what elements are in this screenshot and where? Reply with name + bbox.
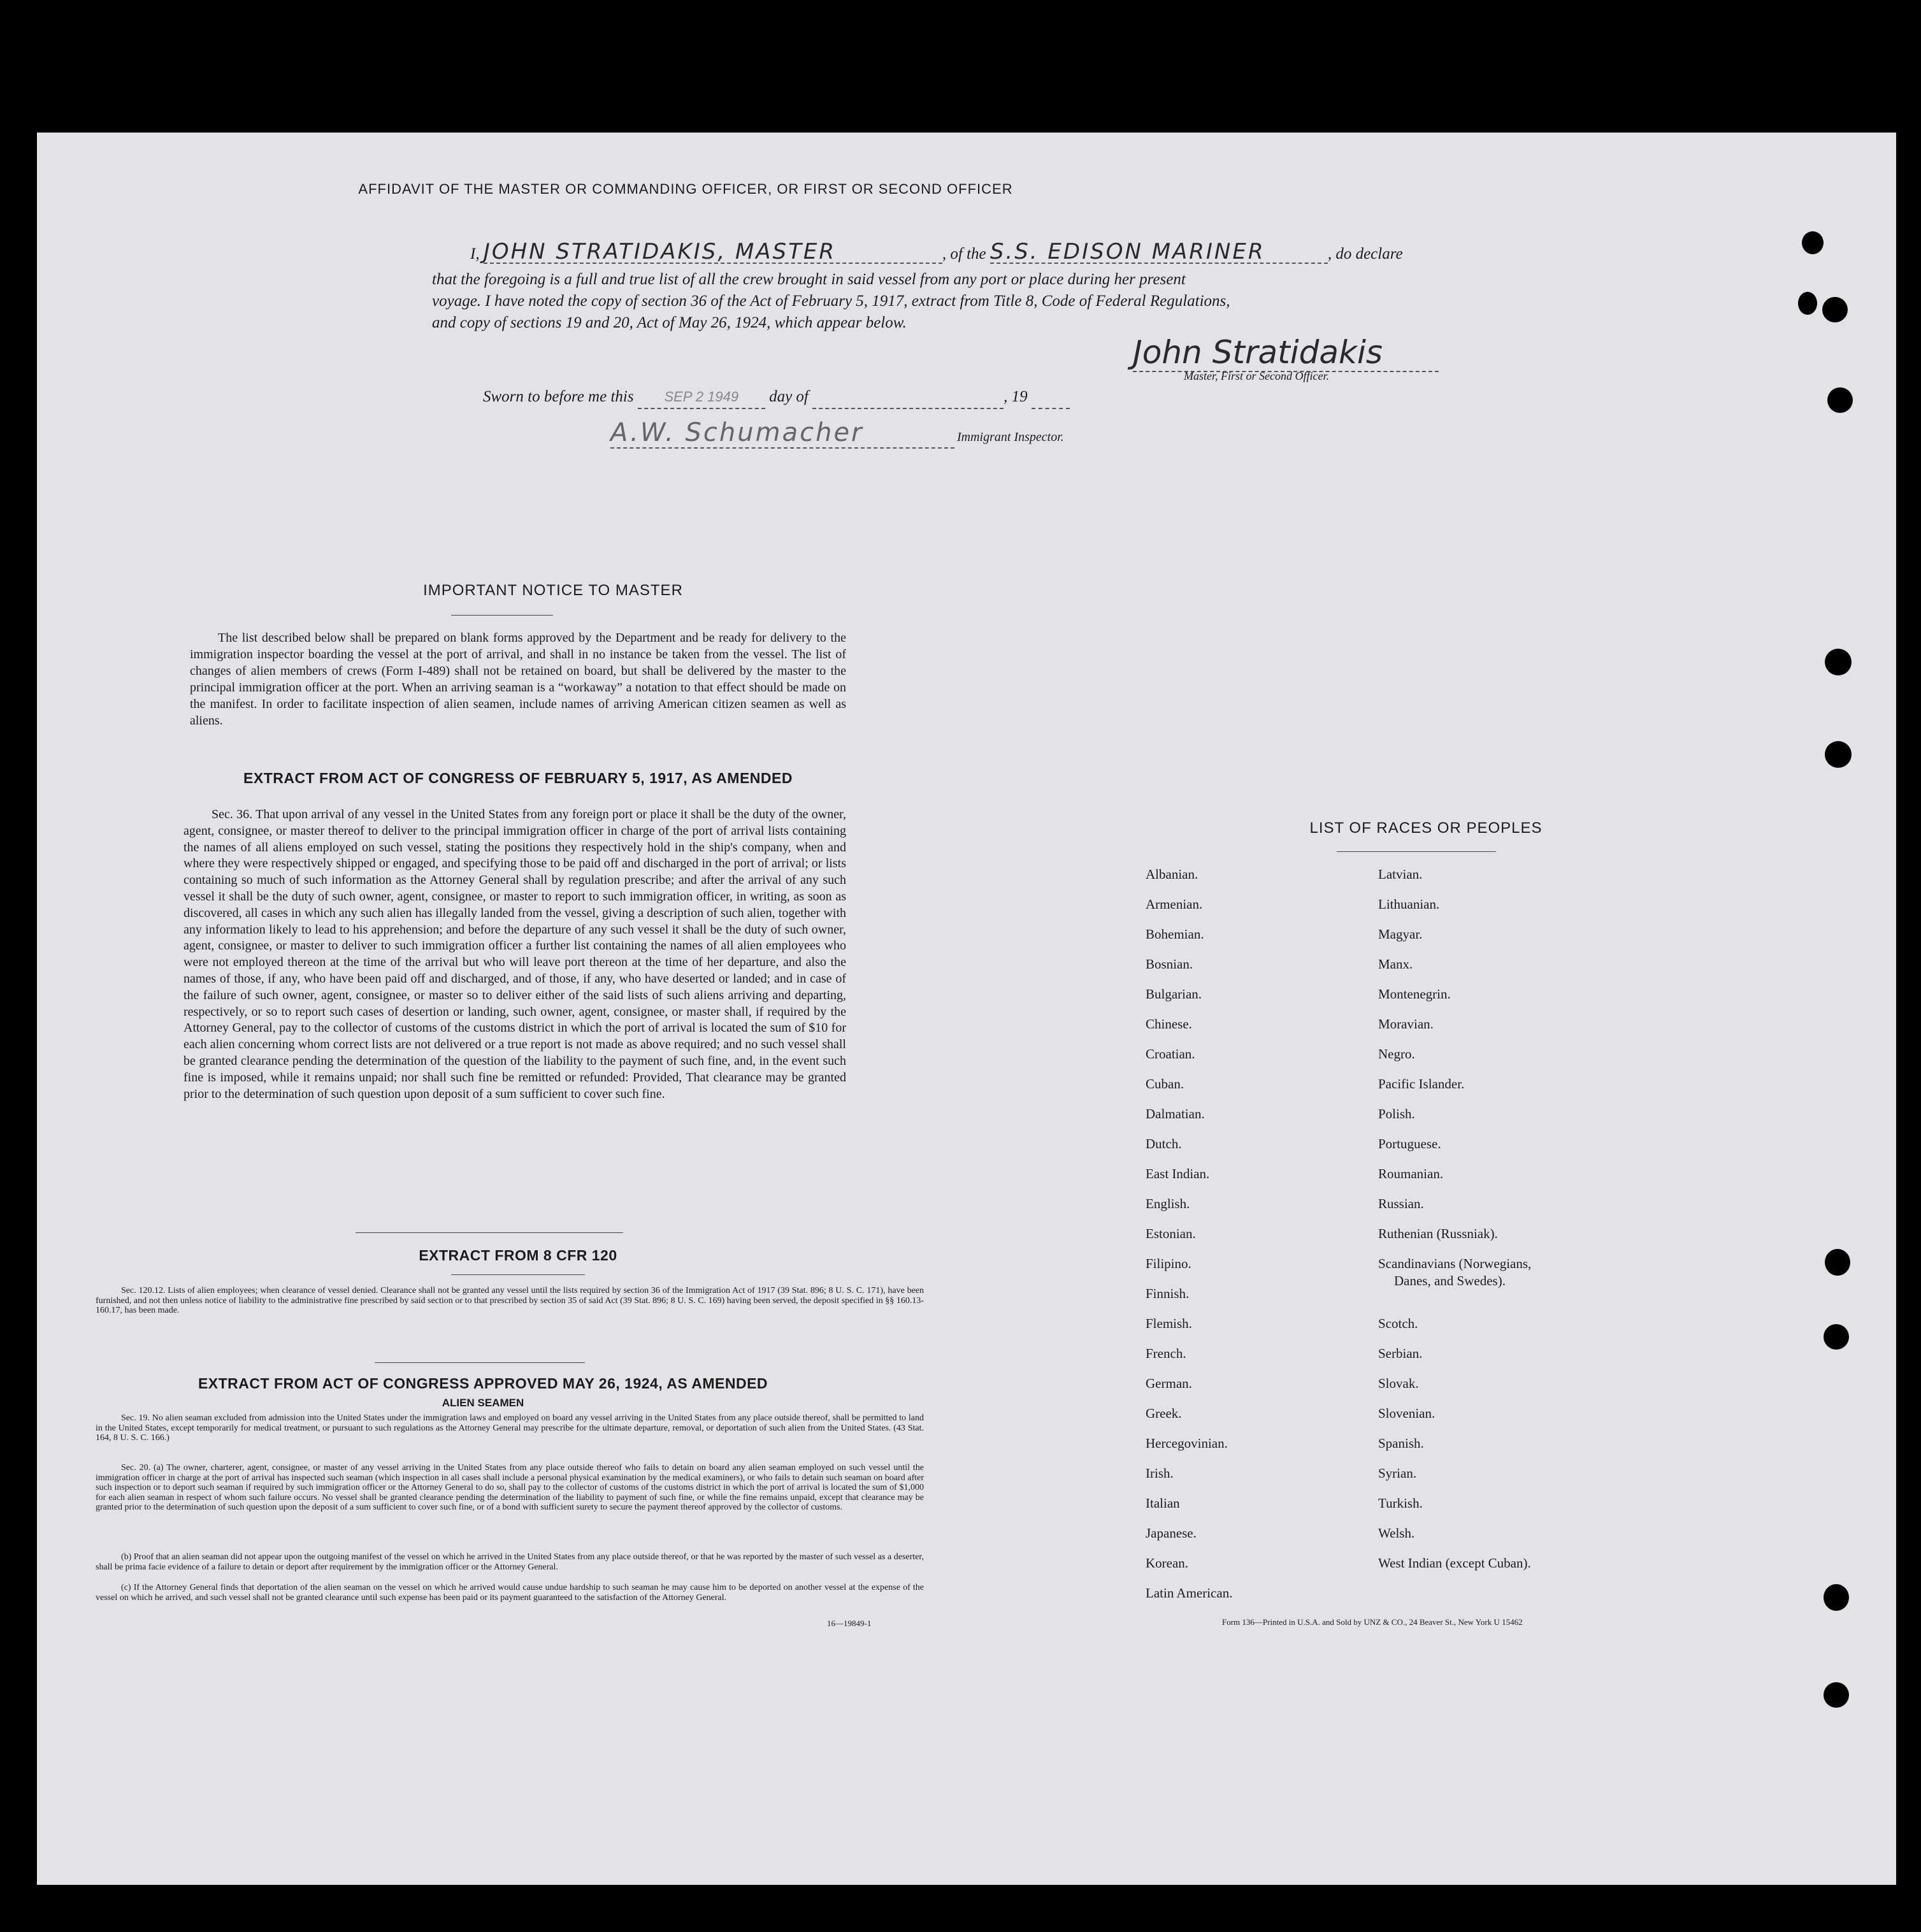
races-title: LIST OF RACES OR PEOPLES bbox=[1309, 819, 1543, 837]
race-left-item: Dalmatian. bbox=[1146, 1106, 1205, 1121]
race-right-item: West Indian (except Cuban). bbox=[1378, 1555, 1531, 1571]
race-left-item: Greek. bbox=[1146, 1406, 1182, 1421]
punch-hole bbox=[1825, 649, 1852, 675]
race-left-item: Chinese. bbox=[1146, 1016, 1192, 1032]
race-right-item: Slovenian. bbox=[1378, 1406, 1435, 1421]
race-right-item: Portuguese. bbox=[1378, 1136, 1441, 1151]
punch-hole bbox=[1825, 741, 1852, 768]
pronoun: I, bbox=[470, 245, 480, 263]
race-right-item: Syrian. bbox=[1378, 1466, 1417, 1481]
vessel-name: S.S. EDISON MARINER bbox=[990, 241, 1328, 264]
inspector-signature: A.W. Schumacher bbox=[610, 418, 954, 449]
race-left-item: East Indian. bbox=[1146, 1166, 1210, 1181]
year-blank bbox=[1032, 386, 1070, 409]
race-left-item: Flemish. bbox=[1146, 1316, 1192, 1331]
date-stamp: SEP 2 1949 bbox=[638, 386, 765, 409]
extract-1917-title: EXTRACT FROM ACT OF CONGRESS OF FEBRUARY 5, 1917, AS AMENDED bbox=[243, 770, 793, 786]
extract-cfr-bottom-rule bbox=[375, 1362, 585, 1363]
extract-cfr-rule bbox=[451, 1274, 585, 1275]
notice-title: IMPORTANT NOTICE TO MASTER bbox=[423, 582, 683, 599]
punch-hole bbox=[1824, 1682, 1849, 1708]
race-right-item: Negro. bbox=[1378, 1046, 1415, 1062]
race-left-item: Dutch. bbox=[1146, 1136, 1182, 1151]
sec-20b-text: (b) Proof that an alien seaman did not appear upon the outgoing manifest of the vessel on which he arrived in the United States from any place outside thereof, or that he was reported by the master of such vessel as a deserter, shall be prima facie evidence of a failure to detain or deport after requirement by the immigration officer or the Attorney General. bbox=[96, 1552, 924, 1572]
race-right-item: Montenegrin. bbox=[1378, 986, 1451, 1002]
race-left-item: Filipino. bbox=[1146, 1256, 1191, 1271]
race-right-item: Scandinavians (Norwegians, bbox=[1378, 1256, 1532, 1271]
punch-hole bbox=[1824, 1584, 1849, 1611]
extract-1924-subtitle: ALIEN SEAMEN bbox=[442, 1397, 524, 1409]
printer-note: Form 136—Printed in U.S.A. and Sold by UNZ & CO., 24 Beaver St., New York U 15462 bbox=[1222, 1617, 1523, 1627]
extract-1917-rule bbox=[356, 1232, 623, 1233]
extract-cfr-text: Sec. 120.12. Lists of alien employees; when clearance of vessel denied. Clearance shall not be granted any vessel until the lists required by section 36 of the Immigration Act of 1917 (39 Stat. 896; 8 U. S. C. 171), have been furnished, and not then unless notice of liability to the administrative fine prescribed by said section or to that prescribed by section 35 of said Act (39 Stat. 896; 8 U. S. C. 169) having been served, the deposit specified in §§ 160.13-160.17, has been made. bbox=[96, 1286, 924, 1316]
race-right-item: Moravian. bbox=[1378, 1016, 1434, 1032]
declaration-line-1 bbox=[470, 241, 1515, 265]
month-blank bbox=[812, 386, 1004, 409]
day-of-label: day of bbox=[769, 388, 809, 405]
extract-cfr-title: EXTRACT FROM 8 CFR 120 bbox=[419, 1247, 617, 1264]
sec-20a-text: Sec. 20. (a) The owner, charterer, agent, consignee, or master of any vessel arriving in the United States from any place outside thereof who fails to detain on board any alien seaman employed on such vessel until the immigration officer in charge at the port of arrival has inspected such seaman (which inspection in all cases shall include a personal physical examination by the medical examiners), or who fails to detain such seaman on board after such inspection or to deport such seaman if required by such immigration officer or the Attorney General to do so, shall pay to the collector of customs of the customs district in which the port of arrival is located the sum of $1,000 for each alien seaman in respect of whom such failure occurs. No vessel shall be granted clearance pending the determination of the liability to payment of such fine, or while the fine remains unpaid, except that clearance may be granted prior to the determination of such question upon the deposit of a sum sufficient to cover such fine, or of a bond with sufficient surety to secure the payment thereof approved by the collector of customs. bbox=[96, 1463, 924, 1513]
race-right-item: Latvian. bbox=[1378, 867, 1423, 882]
race-right-item: Spanish. bbox=[1378, 1436, 1424, 1451]
affidavit-title: AFFIDAVIT OF THE MASTER OR COMMANDING OFFICER, OR FIRST OR SECOND OFFICER bbox=[358, 181, 1013, 197]
punch-hole bbox=[1825, 1249, 1850, 1276]
race-left-item: Korean. bbox=[1146, 1555, 1189, 1571]
race-left-item: Japanese. bbox=[1146, 1525, 1197, 1541]
race-left-item: Irish. bbox=[1146, 1466, 1174, 1481]
race-left-item: Italian bbox=[1146, 1496, 1180, 1511]
do-declare-label: , do declare bbox=[1327, 245, 1403, 263]
notice-text: The list described below shall be prepared on blank forms approved by the Department and be ready for delivery to the immigration inspector boarding the vessel at the port of arrival, and shall in no instance be taken from the vessel. The list of changes of alien members of crews (Form I-489) shall not be retained on board, but shall be delivered by the master to the principal immigration officer at the port. When an arriving seaman is a “workaway” a notation to that effect should be made on the manifest. In order to facilitate inspection of alien seamen, include names of arriving American citizen seamen as well as aliens. bbox=[190, 631, 846, 728]
race-left-item: German. bbox=[1146, 1376, 1192, 1391]
inspector-caption: Immigrant Inspector. bbox=[957, 430, 1064, 444]
race-left-item: Estonian. bbox=[1146, 1226, 1196, 1241]
extract-1924-title: EXTRACT FROM ACT OF CONGRESS APPROVED MAY 26, 1924, AS AMENDED bbox=[198, 1375, 768, 1392]
race-right-item: Roumanian. bbox=[1378, 1166, 1444, 1181]
race-left-item: Latin American. bbox=[1146, 1585, 1233, 1601]
declaration-line-3: voyage. I have noted the copy of section 36 of the Act of February 5, 1917, extract from Title 8, Code of Federal Regulations, bbox=[432, 292, 1230, 310]
race-left-item: Bohemian. bbox=[1146, 926, 1204, 942]
punch-hole bbox=[1802, 231, 1824, 254]
sec-19-text: Sec. 19. No alien seaman excluded from admission into the United States under the immigration laws and employed on board any vessel arriving in the United States from any place outside thereof, shall be permitted to land in the United States, except temporarily for medical treatment, or pursuant to such regulations as the Attorney General may prescribe for the ultimate departure, removal, or deportation of such alien from the United States. (43 Stat. 164, 8 U. S. C. 166.) bbox=[96, 1413, 924, 1443]
notice-rule bbox=[451, 615, 553, 616]
race-right-item: Serbian. bbox=[1378, 1346, 1423, 1361]
declaration-line-2: that the foregoing is a full and true list of all the crew brought in said vessel from any port or place during her present bbox=[432, 271, 1186, 288]
sworn-line: Sworn to before me this SEP 2 1949 day of , 19 bbox=[483, 386, 1070, 409]
race-right-item: Magyar. bbox=[1378, 926, 1423, 942]
race-left-item: Bosnian. bbox=[1146, 956, 1193, 972]
race-left-item: Finnish. bbox=[1146, 1286, 1190, 1301]
form-code: 16—19849-1 bbox=[827, 1618, 872, 1628]
race-right-item: Lithuanian. bbox=[1378, 897, 1440, 912]
punch-hole bbox=[1824, 1324, 1849, 1350]
sworn-prefix: Sworn to before me this bbox=[483, 388, 634, 405]
extract-1917-text: Sec. 36. That upon arrival of any vessel in the United States from any foreign port or place it shall be the duty of the owner, agent, consignee, or master thereof to deliver to the principal immigration officer in charge of the port of arrival lists containing the names of all aliens employed on such vessel, stating the positions they respectively hold in the ship's company, when and where they were respectively shipped or engaged, and specifying those to be paid off and discharged in the port of arrival; or lists containing so much of such information as the Attorney General shall by regulation prescribe; and after the arrival of any such vessel it shall be the duty of such owner, agent, consignee, or master to report to such immigration officer, in writing, as soon as discovered, all cases in which any such alien has illegally landed from the vessel, giving a description of such alien, together with any information likely to lead to his apprehension; and before the departure of any such vessel it shall be the duty of such owner, agent, consignee, or master to deliver to such immigration officer a further list containing the names of all alien employees who were not employed thereon at the time of the arrival but who will leave port thereon at the time of her departure, and also the names of those, if any, who have been paid off and discharged, and of those, if any, who have deserted or landed; and in case of the failure of such owner, agent, consignee, or master so to deliver either of the said lists of such aliens arriving and departing, respectively, or so to report such cases of desertion or landing, such owner, agent, consignee, or master shall, if required by the Attorney General, pay to the collector of customs of the customs district in which the port of arrival is located the sum of $10 for each alien concerning whom correct lists are not delivered or a true report is not made as above required; and no such vessel shall be granted clearance pending the determination of the question of the liability to the payment of such fine, and, in the event such fine is imposed, while it remains unpaid; nor shall such fine be remitted or refunded: Provided, That clearance may be granted prior to the determination of such question upon deposit of a sum sufficient to cover such fine. bbox=[183, 807, 846, 1101]
punch-hole bbox=[1822, 297, 1848, 322]
signature-caption: Master, First or Second Officer. bbox=[1184, 370, 1329, 382]
race-left-item: Hercegovinian. bbox=[1146, 1436, 1228, 1451]
race-left-item: Armenian. bbox=[1146, 897, 1203, 912]
document-sheet bbox=[37, 133, 1896, 1885]
race-right-item: Ruthenian (Russniak). bbox=[1378, 1226, 1498, 1241]
race-right-item: Scotch. bbox=[1378, 1316, 1418, 1331]
races-rule bbox=[1337, 851, 1496, 852]
race-left-item: Albanian. bbox=[1146, 867, 1198, 882]
punch-hole bbox=[1798, 292, 1817, 315]
race-left-item: English. bbox=[1146, 1196, 1190, 1211]
race-right-item: Polish. bbox=[1378, 1106, 1415, 1121]
race-right-item: Welsh. bbox=[1378, 1525, 1415, 1541]
of-the-label: , of the bbox=[942, 245, 986, 263]
race-right-item: Slovak. bbox=[1378, 1376, 1419, 1391]
race-left-item: French. bbox=[1146, 1346, 1186, 1361]
race-right-item: Danes, and Swedes). bbox=[1394, 1273, 1506, 1288]
master-signature: John Stratidakis bbox=[1133, 334, 1439, 372]
race-right-item: Russian. bbox=[1378, 1196, 1424, 1211]
race-right-item: Turkish. bbox=[1378, 1496, 1423, 1511]
inspector-line bbox=[610, 418, 1064, 449]
race-left-item: Croatian. bbox=[1146, 1046, 1195, 1062]
year-prefix: 19 bbox=[1011, 388, 1028, 405]
sec-20c-text: (c) If the Attorney General finds that deportation of the alien seaman on the vessel on which he arrived would cause undue hardship to such seaman he may cause him to be deported on another vessel at the expense of the vessel on which he arrived, and such vessel shall not be granted clearance until such expense has been paid or its payment guaranteed to the satisfaction of the Attorney General. bbox=[96, 1583, 924, 1603]
race-right-item: Manx. bbox=[1378, 956, 1413, 972]
master-name: JOHN STRATIDAKIS, MASTER bbox=[484, 241, 942, 264]
race-right-item: Pacific Islander. bbox=[1378, 1076, 1465, 1092]
punch-hole bbox=[1827, 387, 1853, 413]
race-left-item: Bulgarian. bbox=[1146, 986, 1202, 1002]
race-left-item: Cuban. bbox=[1146, 1076, 1184, 1092]
declaration-line-4: and copy of sections 19 and 20, Act of May 26, 1924, which appear below. bbox=[432, 314, 907, 331]
